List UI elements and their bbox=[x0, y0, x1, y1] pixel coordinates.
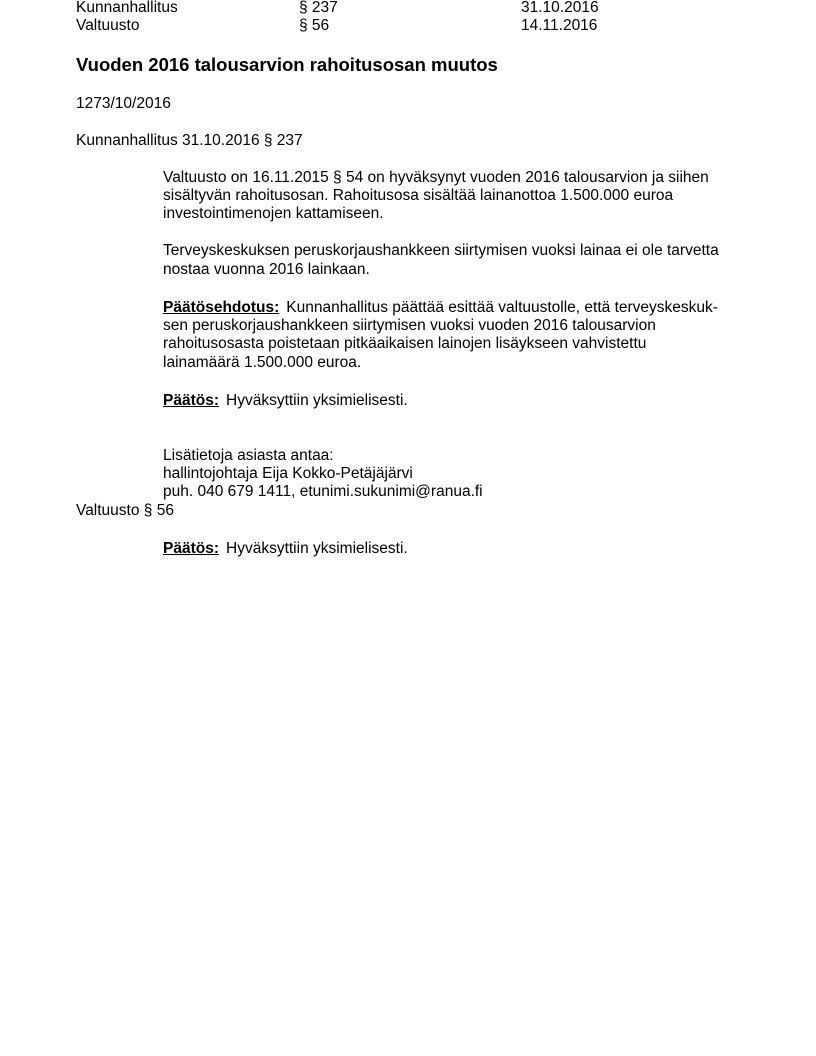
proposal-line: rahoitusosasta poistetaan pitkäaikaisen lainojen lisäykseen vahvistettu bbox=[163, 335, 647, 352]
decision-text: Hyväksyttiin yksimielisesti. bbox=[226, 540, 408, 557]
decision-label: Päätös: bbox=[163, 392, 219, 409]
proposal-line bbox=[163, 299, 718, 317]
council-heading: Valtuusto § 56 bbox=[76, 502, 174, 519]
decision-1 bbox=[163, 392, 408, 410]
proposal-line: sen peruskorjaushankkeen siirtymisen vuoksi vuoden 2016 talousarvion bbox=[163, 317, 656, 334]
proposal-text: Kunnanhallitus päättää esittää valtuustolle, että terveyskeskuk- bbox=[286, 299, 718, 316]
meeting-heading: Kunnanhallitus 31.10.2016 § 237 bbox=[76, 132, 303, 149]
document-title: Vuoden 2016 talousarvion rahoitusosan muutos bbox=[76, 54, 498, 75]
text-line: Terveyskeskuksen peruskorjaushankkeen siirtymisen vuoksi lainaa ei ole tarvetta bbox=[163, 242, 719, 259]
text-line: investointimenojen kattamiseen. bbox=[163, 205, 384, 222]
contact-line: Lisätietoja asiasta antaa: bbox=[163, 447, 334, 464]
proposal-line: lainamäärä 1.500.000 euroa. bbox=[163, 354, 362, 371]
decision-2 bbox=[163, 540, 408, 558]
header-section: § 237 bbox=[299, 0, 338, 16]
proposal-label: Päätösehdotus: bbox=[163, 299, 280, 316]
header-date: 14.11.2016 bbox=[521, 17, 598, 34]
header-section: § 56 bbox=[299, 17, 330, 34]
record-number: 1273/10/2016 bbox=[76, 95, 171, 112]
header-date: 31.10.2016 bbox=[521, 0, 599, 16]
contact-line: puh. 040 679 1411, etunimi.sukunimi@ranua.fi bbox=[163, 483, 483, 500]
text-line: Valtuusto on 16.11.2015 § 54 on hyväksynyt vuoden 2016 talousarvion ja siihen bbox=[163, 169, 709, 186]
text-line: nostaa vuonna 2016 lainkaan. bbox=[163, 261, 370, 278]
contact-line: hallintojohtaja Eija Kokko-Petäjäjärvi bbox=[163, 465, 413, 482]
text-line: sisältyvän rahoitusosan. Rahoitusosa sisältää lainanottoa 1.500.000 euroa bbox=[163, 187, 674, 204]
decision-text: Hyväksyttiin yksimielisesti. bbox=[226, 392, 408, 409]
decision-label: Päätös: bbox=[163, 540, 219, 557]
header-body: Kunnanhallitus bbox=[76, 0, 178, 16]
header-body: Valtuusto bbox=[76, 17, 140, 34]
